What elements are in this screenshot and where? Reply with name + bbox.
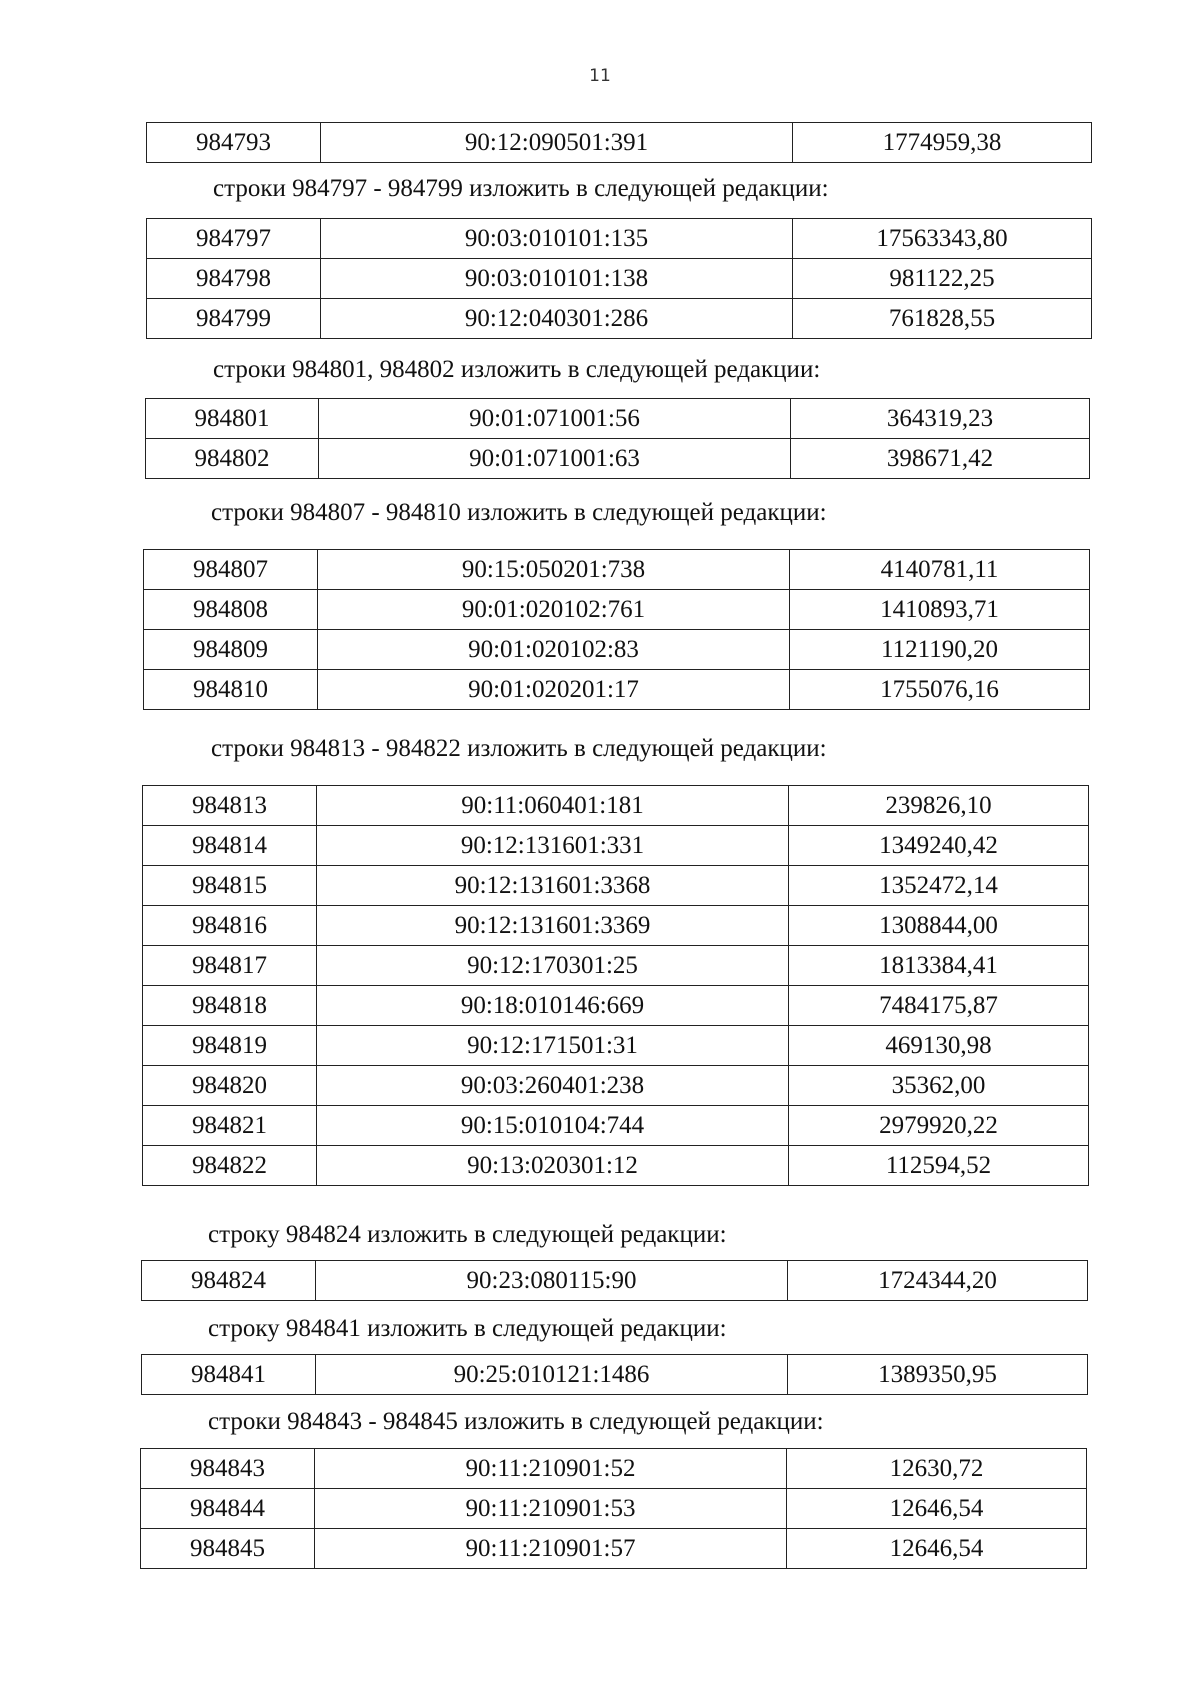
cadastral-value: 1410893,71 (790, 590, 1090, 630)
cadastral-number: 90:15:010104:744 (317, 1106, 789, 1146)
cadastral-number: 90:12:131601:331 (317, 826, 789, 866)
cadastral-value: 1349240,42 (789, 826, 1089, 866)
amendment-table (146, 218, 1092, 339)
row-number: 984822 (143, 1146, 317, 1186)
cadastral-number: 90:01:020102:761 (318, 590, 790, 630)
table-row (146, 439, 1090, 479)
cadastral-number: 90:12:131601:3369 (317, 906, 789, 946)
amendment-caption: строки 984813 - 984822 изложить в следующей редакции: (211, 735, 827, 762)
cadastral-number: 90:11:210901:57 (315, 1529, 787, 1569)
cadastral-value: 1724344,20 (788, 1261, 1088, 1301)
cadastral-number: 90:18:010146:669 (317, 986, 789, 1026)
amendment-table (142, 785, 1089, 1186)
row-number: 984799 (147, 299, 321, 339)
table-row (147, 123, 1092, 163)
table-row (142, 1261, 1088, 1301)
cadastral-value: 469130,98 (789, 1026, 1089, 1066)
cadastral-value: 398671,42 (791, 439, 1090, 479)
row-number: 984820 (143, 1066, 317, 1106)
amendment-caption: строку 984841 изложить в следующей редакции: (208, 1315, 727, 1342)
cadastral-number: 90:03:010101:135 (321, 219, 793, 259)
table-row (143, 1026, 1089, 1066)
cadastral-number: 90:12:171501:31 (317, 1026, 789, 1066)
row-number: 984793 (147, 123, 321, 163)
row-number: 984797 (147, 219, 321, 259)
cadastral-number: 90:01:071001:63 (319, 439, 791, 479)
amendment-table (141, 1260, 1088, 1301)
cadastral-number: 90:15:050201:738 (318, 550, 790, 590)
cadastral-value: 12646,54 (787, 1489, 1087, 1529)
row-number: 984845 (141, 1529, 315, 1569)
table-row (143, 1146, 1089, 1186)
row-number: 984807 (144, 550, 318, 590)
table-row (147, 259, 1092, 299)
cadastral-number: 90:12:040301:286 (321, 299, 793, 339)
cadastral-number: 90:01:020102:83 (318, 630, 790, 670)
cadastral-number: 90:23:080115:90 (316, 1261, 788, 1301)
cadastral-value: 35362,00 (789, 1066, 1089, 1106)
amendment-caption: строки 984843 - 984845 изложить в следующей редакции: (208, 1408, 824, 1435)
cadastral-value: 1389350,95 (788, 1355, 1088, 1395)
table-row (144, 590, 1090, 630)
row-number: 984824 (142, 1261, 316, 1301)
amendment-table (140, 1448, 1087, 1569)
table-row (142, 1355, 1088, 1395)
row-number: 984819 (143, 1026, 317, 1066)
page-number: 11 (589, 66, 611, 86)
amendment-caption: строки 984797 - 984799 изложить в следующей редакции: (213, 175, 829, 202)
row-number: 984802 (146, 439, 319, 479)
table-row (143, 946, 1089, 986)
table-row (143, 906, 1089, 946)
cadastral-value: 981122,25 (793, 259, 1092, 299)
cadastral-number: 90:03:010101:138 (321, 259, 793, 299)
table-row (143, 1066, 1089, 1106)
cadastral-value: 12630,72 (787, 1449, 1087, 1489)
row-number: 984808 (144, 590, 318, 630)
cadastral-number: 90:01:071001:56 (319, 399, 791, 439)
row-number: 984809 (144, 630, 318, 670)
cadastral-value: 761828,55 (793, 299, 1092, 339)
table-row (146, 399, 1090, 439)
cadastral-value: 1352472,14 (789, 866, 1089, 906)
cadastral-value: 17563343,80 (793, 219, 1092, 259)
cadastral-number: 90:25:010121:1486 (316, 1355, 788, 1395)
cadastral-value: 1121190,20 (790, 630, 1090, 670)
cadastral-value: 1774959,38 (793, 123, 1092, 163)
cadastral-number: 90:11:060401:181 (317, 786, 789, 826)
table-row (143, 986, 1089, 1026)
amendment-table (141, 1354, 1088, 1395)
cadastral-value: 4140781,11 (790, 550, 1090, 590)
table-row (143, 786, 1089, 826)
cadastral-number: 90:13:020301:12 (317, 1146, 789, 1186)
cadastral-value: 1308844,00 (789, 906, 1089, 946)
table-row (141, 1449, 1087, 1489)
table-row (141, 1529, 1087, 1569)
cadastral-number: 90:12:131601:3368 (317, 866, 789, 906)
row-number: 984798 (147, 259, 321, 299)
row-number: 984814 (143, 826, 317, 866)
cadastral-number: 90:11:210901:53 (315, 1489, 787, 1529)
amendment-table (143, 549, 1090, 710)
table-row (144, 550, 1090, 590)
cadastral-value: 7484175,87 (789, 986, 1089, 1026)
amendment-caption: строку 984824 изложить в следующей редакции: (208, 1221, 727, 1248)
cadastral-number: 90:12:170301:25 (317, 946, 789, 986)
amendment-caption: строки 984801, 984802 изложить в следующей редакции: (213, 356, 821, 383)
table-row (143, 866, 1089, 906)
cadastral-number: 90:03:260401:238 (317, 1066, 789, 1106)
cadastral-value: 112594,52 (789, 1146, 1089, 1186)
row-number: 984816 (143, 906, 317, 946)
cadastral-value: 2979920,22 (789, 1106, 1089, 1146)
table-row (144, 630, 1090, 670)
table-row (141, 1489, 1087, 1529)
row-number: 984818 (143, 986, 317, 1026)
cadastral-value: 239826,10 (789, 786, 1089, 826)
row-number: 984810 (144, 670, 318, 710)
amendment-caption: строки 984807 - 984810 изложить в следующей редакции: (211, 499, 827, 526)
cadastral-number: 90:01:020201:17 (318, 670, 790, 710)
cadastral-value: 1813384,41 (789, 946, 1089, 986)
row-number: 984815 (143, 866, 317, 906)
table-row (144, 670, 1090, 710)
row-number: 984817 (143, 946, 317, 986)
cadastral-number: 90:11:210901:52 (315, 1449, 787, 1489)
row-number: 984841 (142, 1355, 316, 1395)
row-number: 984843 (141, 1449, 315, 1489)
cadastral-number: 90:12:090501:391 (321, 123, 793, 163)
cadastral-value: 1755076,16 (790, 670, 1090, 710)
row-number: 984844 (141, 1489, 315, 1529)
cadastral-value: 12646,54 (787, 1529, 1087, 1569)
amendment-table (145, 398, 1090, 479)
row-number: 984821 (143, 1106, 317, 1146)
row-number: 984801 (146, 399, 319, 439)
table-row (147, 299, 1092, 339)
row-number: 984813 (143, 786, 317, 826)
table-row (143, 1106, 1089, 1146)
amendment-table (146, 122, 1092, 163)
table-row (143, 826, 1089, 866)
table-row (147, 219, 1092, 259)
cadastral-value: 364319,23 (791, 399, 1090, 439)
